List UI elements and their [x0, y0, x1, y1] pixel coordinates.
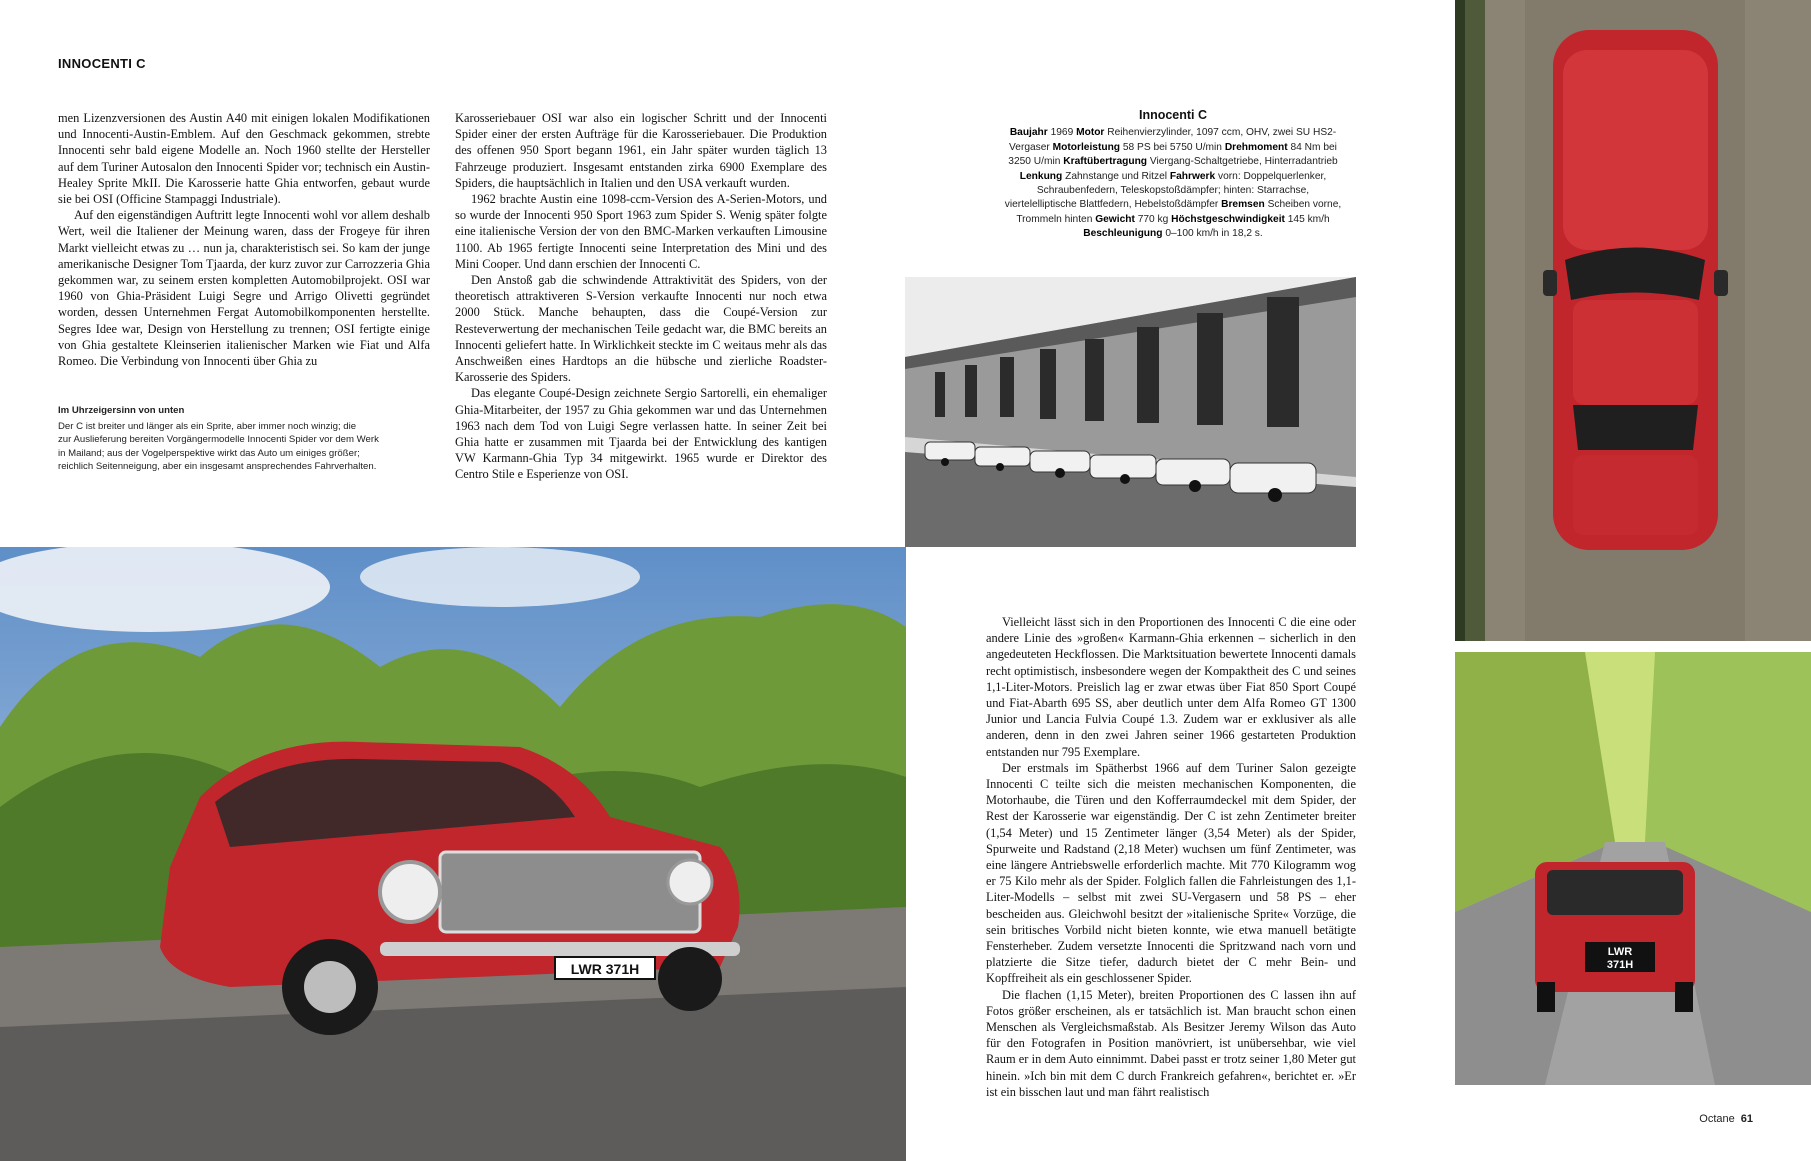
spec-label: Motor: [1076, 127, 1105, 139]
caption-line: zur Auslieferung bereiten Vorgängermodelle Innocenti Spider vor dem Werk: [58, 434, 379, 446]
spec-value: vorn: Doppelquerlenker, Schraubenfedern, Teleskopstoßdämpfer; hinten: Starrachse, viertelelliptische Blattfedern, Hebelstoßdämpfer: [1004, 170, 1327, 211]
aerial-car-photo: [1455, 0, 1811, 641]
spec-value: 84 Nm bei 3250 U/min: [1008, 141, 1337, 168]
article-column-3: [986, 614, 1356, 1100]
driving-car-photo: [0, 547, 906, 1161]
spec-label: Fahrwerk: [1169, 170, 1216, 182]
spec-label: Beschleunigung: [1083, 228, 1163, 240]
paragraph: men Lizenzversionen des Austin A40 mit einigen lokalen Modifikationen und Innocenti-Austin-Emblem. Auf den Geschmack gekommen, strebte Innocenti sehr bald eigene Modelle an. Noch 1960 stellte der Hersteller auf dem Turiner Autosalon den Innocenti Spider vor; technisch ein Austin-Healey Sprite MkII. Die Karosserie hatte Ghia entworfen, gebaut wurde sie bei OSI (Officine Stampaggi Industriale).: [58, 111, 430, 207]
paragraph: Karosseriebauer OSI war also ein logischer Schritt und der Innocenti Spider einer der ersten Aufträge für die Karosseriebauer. Die Produktion des offenen 950 Sport begann 1961, ein Jahr später wurden täglich 13 Fahrzeuge produziert. Insgesamt entstanden zirka 6900 Exemplare des Spiders, die hauptsächlich in Italien und den USA verkauft wurden.: [455, 111, 827, 190]
spec-label: Gewicht: [1095, 213, 1135, 225]
spec-value: Reihenvierzylinder, 1097 ccm, OHV, zwei SU HS2-Vergaser: [1009, 127, 1337, 153]
spec-value: 770 kg: [1137, 213, 1169, 225]
section-title: INNOCENTI C: [58, 56, 146, 71]
article-column-2: [455, 110, 827, 483]
spec-box: [1000, 108, 1346, 242]
page-footer: [1699, 1113, 1753, 1125]
spec-label: Baujahr: [1009, 127, 1048, 139]
paragraph: Der erstmals im Spätherbst 1966 auf dem Turiner Salon gezeigte Innocenti C teilte sich die meisten mechanischen Komponenten, die Motorhaube, die Türen und den Kofferraumdeckel mit dem Spider, der Rest der Karosserie war eigenständig. Der C ist zehn Zentimeter breiter (1,54 Meter) und 15 Zentimeter länger (3,54 Meter) als der Spider, Spurweite und Radstand (2,18 Meter) wuchsen um fünf Zentimeter, was eine längere Antriebswelle erforderlich machte. Mit 770 Kilogramm wog er 75 Kilo mehr als der Spider. Folglich fallen die Fahrleistungen des 1,1-Liter-Modells – selbst mit zwei SU-Vergasern und 58 PS – eher bescheiden aus. Gleichwohl besitzt der »italienische Sprite« Vorzüge, die sein britisches Vorbild nicht bieten konnte, wie etwa manuell betätigte Fensterheber. Zudem versetzte Innocenti die Spritzwand nach vorn und platzierte die Sitze tiefer, dadurch bietet der C mehr Bein- und Kopffreiheit als ein geschlossener Spider.: [986, 760, 1356, 986]
factory-photo: [905, 277, 1356, 547]
spec-value: 145 km/h: [1287, 213, 1330, 225]
spec-value: 58 PS bei 5750 U/min: [1122, 141, 1222, 153]
spec-value: Scheiben vorne, Trommeln hinten: [1016, 199, 1342, 225]
spec-value: 0–100 km/h in 18,2 s.: [1165, 228, 1263, 240]
caption-heading: Im Uhrzeigersinn von unten: [58, 405, 185, 416]
caption-line: in Mailand; aus der Vogelperspektive wirkt das Auto um einiges größer;: [58, 447, 360, 459]
rear-plate-line1: LWR: [1607, 946, 1633, 958]
paragraph: 1962 brachte Austin eine 1098-ccm-Version des A-Serien-Motors, und so wurde der Innocenti 950 Sport 1963 zum Spider S. Wenig später folgte eine italienische Version der von den BMC-Marken verkauften Limousine 1100. Ab 1965 fertigte Innocenti seine Interpretation des Mini und des Mini Cooper. Und dann erschien der Innocenti C.: [455, 192, 827, 271]
paragraph: Vielleicht lässt sich in den Proportionen des Innocenti C die eine oder andere Linie des »großen« Karmann-Ghia erkennen – sicherlich in den angedeuteten Heckflossen. Die Marktsituation bewertete Innocenti damals recht optimistisch, insbesondere wegen der Kompaktheit des C und seines 1,1-Liter-Motors. Preislich lag er zwar etwas über Fiat 850 Sport Coupé und Fiat-Abarth 695 SS, aber deutlich unter dem Alfa Romeo GT 1300 Junior und Lancia Fulvia Coupé 1.3. Zudem war er exklusiver als alle anderen, denn in den zwei Jahren seiner 1966 gestarteten Produktion entstanden nur 795 Exemplare.: [986, 615, 1356, 759]
spec-value: 1969: [1050, 127, 1074, 139]
spec-value: Viergang-Schaltgetriebe, Hinterradantrieb: [1149, 156, 1338, 168]
page-number: 61: [1740, 1113, 1753, 1125]
caption-line: reichlich Seitenneigung, aber ein insgesamt ansprechendes Fahrverhalten.: [58, 461, 377, 473]
spec-label: Motorleistung: [1052, 141, 1121, 153]
rear-plate-line2: 371H: [1606, 959, 1634, 971]
spec-label: Drehmoment: [1224, 141, 1288, 153]
paragraph: Auf den eigenständigen Auftritt legte Innocenti wohl vor allem deshalb Wert, weil die Italiener der Meinung waren, dass der Frogeye für ihren Markt vielleicht etwas zu … nun ja, charakteristisch sei. So kam der junge amerikanische Designer Tom Tjaarda, der kurz zuvor zur Carrozzeria Ghia gekommen war, zu seinem ersten kompletten Automobilprojekt. OSI war 1960 von Ghia-Präsident Luigi Segre und Arrigo Olivetti gegründet worden, dessen Unternehmen Fergat Automobilkomponenten herstellte. Segres Idee war, Design von Herstellung zu trennen; OSI fertigte einige von Ghia gestaltete Kleinserien italienischer Marken wie Fiat und Alfa Romeo. Die Verbindung von Innocenti über Ghia zu: [58, 208, 430, 369]
caption-line: Der C ist breiter und länger als ein Sprite, aber immer noch winzig; die: [58, 420, 357, 432]
paragraph: Die flachen (1,15 Meter), breiten Proportionen des C lassen ihn auf Fotos größer erscheinen, als er tatsächlich ist. Man braucht schon einen Menschen als Vergleichsmaßstab. Als Besitzer Jeremy Wilson das Auto für den Fotografen in Position manövriert, ist unübersehbar, wie viel Raum er in dem Auto einnimmt. Dabei passt er trotz seiner 1,80 Meter gut hinein. »Ich bin mit dem C durch Frankreich gefahren«, berichtet er. »Er ist ein bisschen laut und man fährt realistisch: [986, 987, 1356, 1099]
spec-label: Lenkung: [1019, 170, 1063, 182]
paragraph: Den Anstoß gab die schwindende Attraktivität des Spiders, von der theoretisch attraktiveren S-Version verkaufte Innocenti nur noch etwa 2000 Stück. Manche behaupten, dass die Coupé-Version zur Resteverwertung der mechanischen Teile gedacht war, die BMC bereits an Innocenti geliefert hatte. In Wirklichkeit steckte im C weitaus mehr als das Anschweißen eines Hardtops an die hübsche und zierliche Roadster-Karosserie des Spiders.: [455, 273, 827, 385]
paragraph: Das elegante Coupé-Design zeichnete Sergio Sartorelli, ein ehemaliger Ghia-Mitarbeiter, der 1957 zu Ghia gekommen war und das Unternehmen 1963 nach dem Tod von Luigi Segre verlassen hatte. In seiner Zeit bei Ghia hatte er zusammen mit Tjaarda bei der Entwicklung des kantigen VW Karmann-Ghia Typ 34 mitgewirkt. 1965 wurde er Direktor des Centro Stile e Esperienze von OSI.: [455, 386, 827, 482]
spec-label: Kraftübertragung: [1063, 156, 1148, 168]
spec-label: Bremsen: [1221, 199, 1265, 211]
front-plate: LWR 371H: [570, 961, 640, 977]
spec-value: Zahnstange und Ritzel: [1065, 170, 1168, 182]
spec-text: [1000, 126, 1346, 241]
spec-label: Höchstgeschwindigkeit: [1171, 213, 1285, 225]
magazine-name: Octane: [1699, 1113, 1735, 1125]
rear-car-photo: [1455, 652, 1811, 1085]
spec-title: Innocenti C: [1138, 108, 1208, 122]
article-column-1: [58, 110, 430, 369]
photo-caption: [58, 404, 408, 474]
